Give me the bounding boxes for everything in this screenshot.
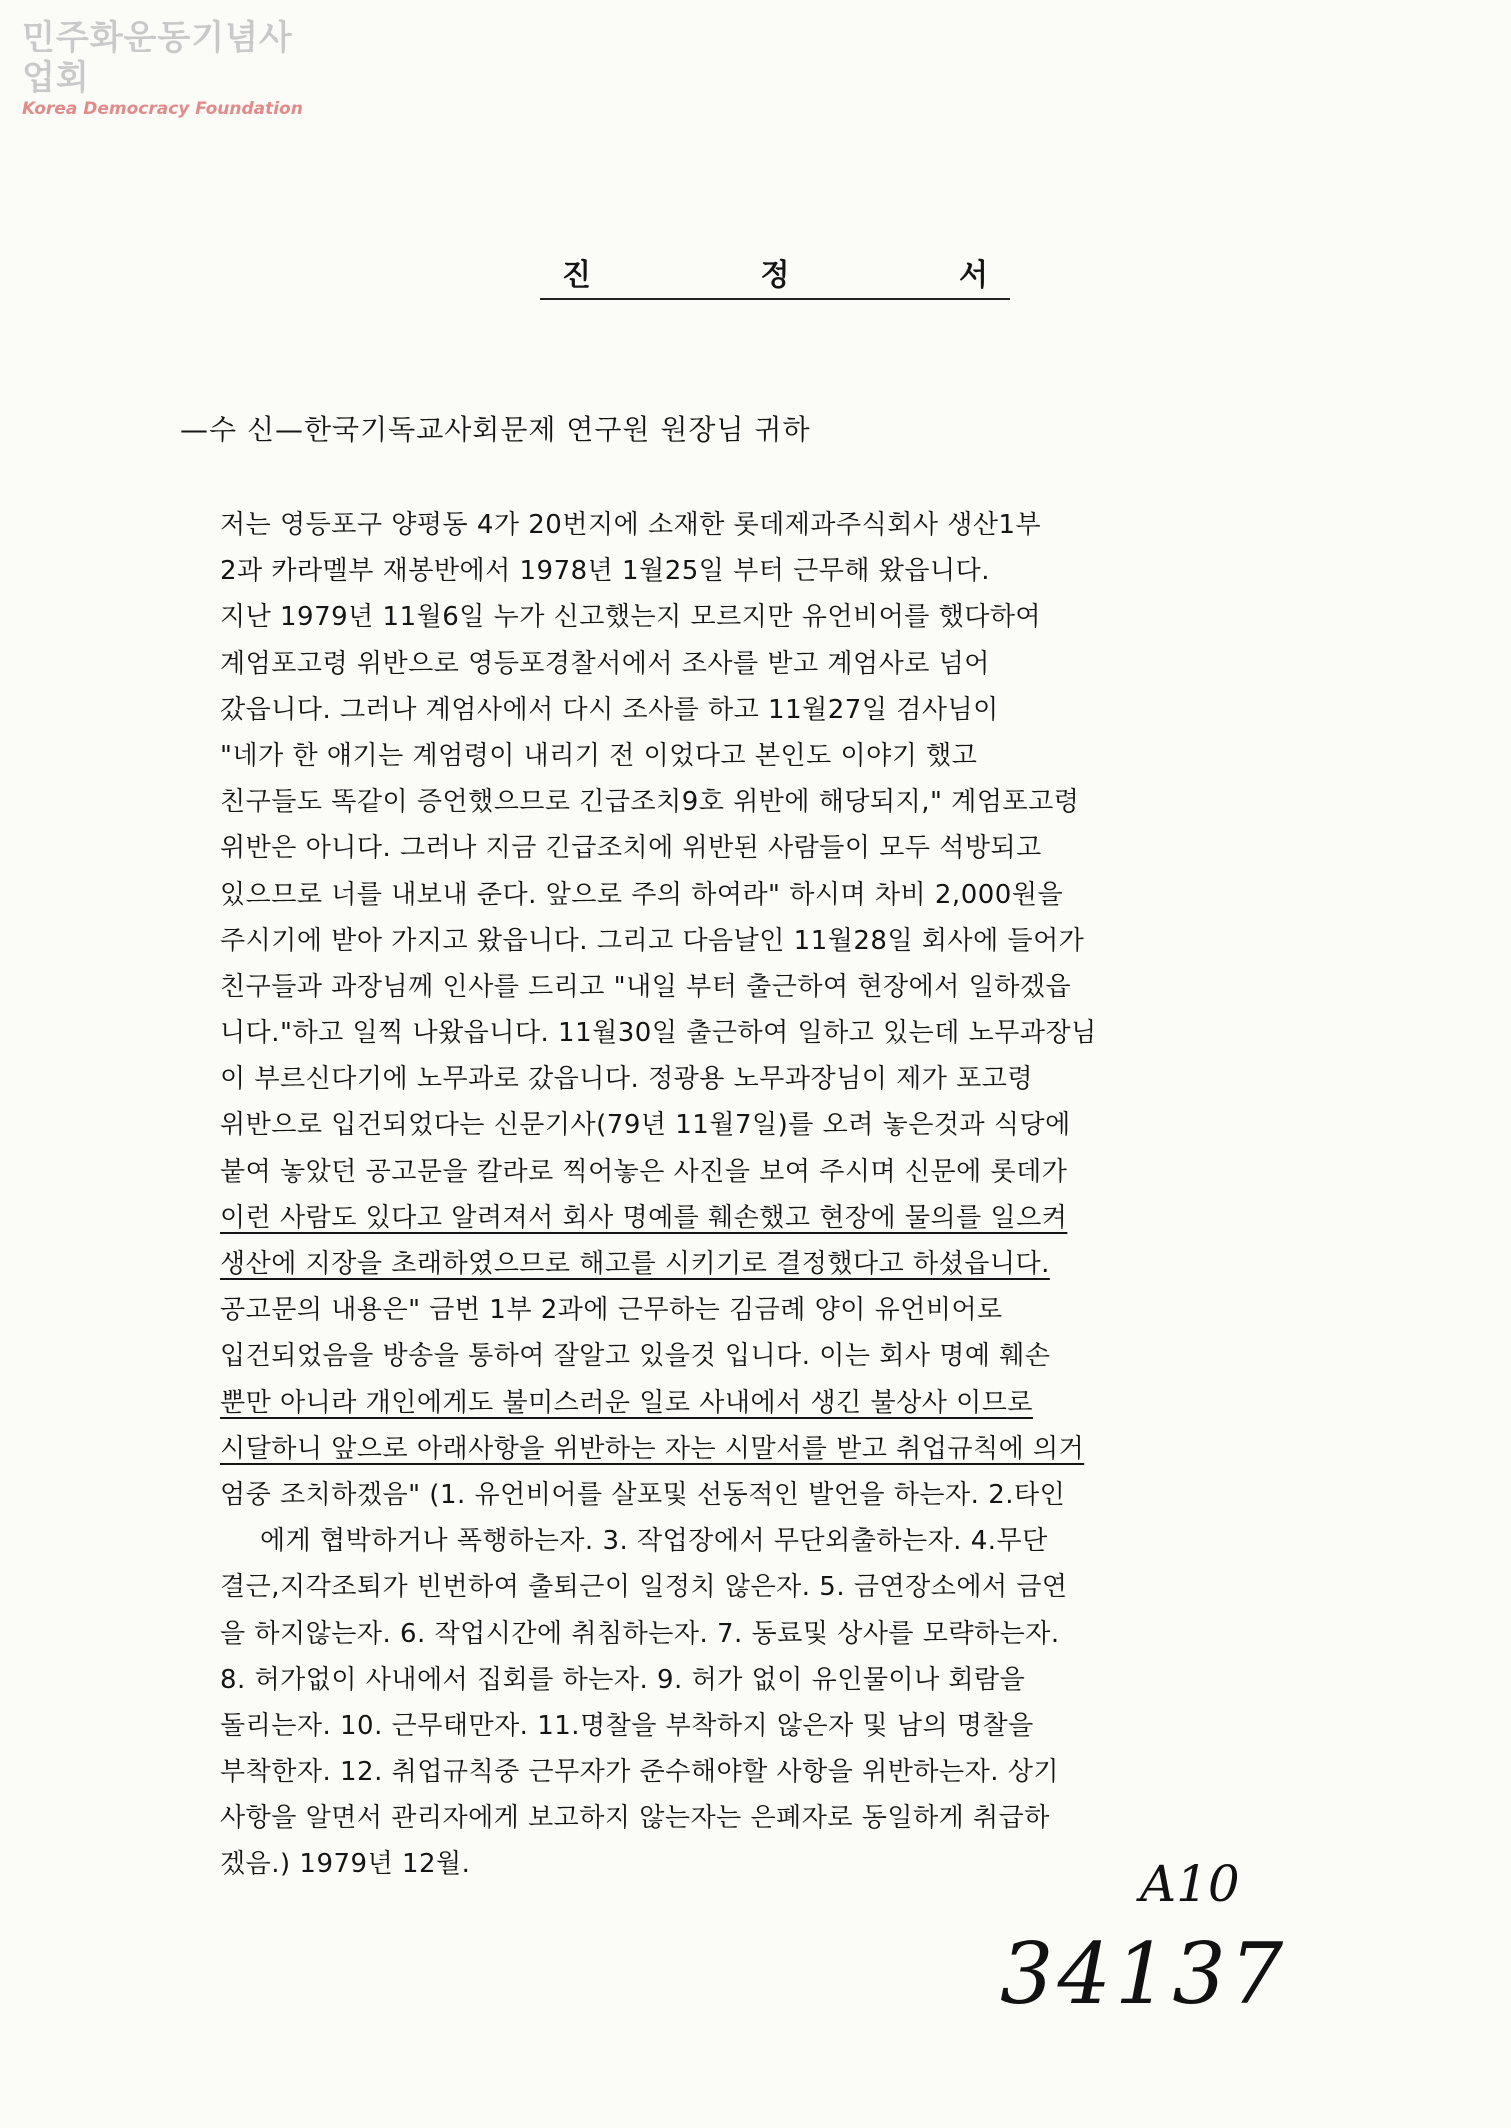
handwritten-annotation-small: A10 — [1140, 1855, 1240, 1913]
body-line: 위반은 아니다. 그러나 지금 긴급조치에 위반된 사람들이 모두 석방되고 — [220, 833, 1042, 864]
body-line-underlined: 이런 사람도 있다고 알려져서 회사 명예를 훼손했고 현장에 물의를 일으켜 — [220, 1202, 1068, 1233]
body-line: 겠음.) 1979년 12월. — [220, 1849, 471, 1880]
recipient-line: —수 신—한국기독교사회문제 연구원 원장님 귀하 — [180, 413, 811, 446]
document-body — [220, 502, 1390, 1888]
watermark-english: Korea Democracy Foundation — [22, 99, 303, 119]
body-line: 갔읍니다. 그러나 계엄사에서 다시 조사를 하고 11월27일 검사님이 — [220, 694, 999, 725]
body-line: 사항을 알면서 관리자에게 보고하지 않는자는 은폐자로 동일하게 취급하 — [220, 1803, 1050, 1834]
body-line: 지난 1979년 11월6일 누가 신고했는지 모르지만 유언비어를 했다하여 — [220, 602, 1042, 633]
body-line: "네가 한 얘기는 계엄령이 내리기 전 이었다고 본인도 이야기 했고 — [220, 740, 978, 771]
handwritten-archive-number: 34137 — [1000, 1925, 1288, 2023]
body-line: 돌리는자. 10. 근무태만자. 11.명찰을 부착하지 않은자 및 남의 명찰을 — [220, 1710, 1034, 1741]
body-line-underlined: 생산에 지장을 초래하였으므로 해고를 시키기로 결정했다고 하셨읍니다. — [220, 1249, 1050, 1279]
title-char: 진 — [562, 258, 591, 293]
body-line: 부착한자. 12. 취업규칙중 근무자가 준수해야할 사항을 위반하는자. 상기 — [220, 1757, 1059, 1788]
body-line: 결근,지각조퇴가 빈번하여 출퇴근이 일정치 않은자. 5. 금연장소에서 금연 — [220, 1572, 1068, 1603]
body-line: 저는 영등포구 양평동 4가 20번지에 소재한 롯데제과주식회사 생산1부 — [220, 510, 1042, 540]
body-line-underlined: 뿐만 아니라 개인에게도 불미스러운 일로 사내에서 생긴 불상사 이므로 — [220, 1387, 1033, 1418]
body-line: 붙여 놓았던 공고문을 칼라로 찍어놓은 사진을 보여 주시며 신문에 롯데가 — [220, 1156, 1068, 1187]
body-line: 친구들과 과장님께 인사를 드리고 "내일 부터 출근하여 현장에서 일하겠읍 — [220, 971, 1072, 1002]
body-line: 친구들도 똑같이 증언했으므로 긴급조치9호 위반에 해당되지," 계엄포고령 — [220, 787, 1080, 818]
body-line: 입건되었음을 방송을 통하여 잘알고 있을것 입니다. 이는 회사 명예 훼손 — [220, 1341, 1051, 1372]
body-line: 을 하지않는자. 6. 작업시간에 취침하는자. 7. 동료및 상사를 모략하는자. — [220, 1618, 1060, 1649]
watermark-logo — [22, 18, 322, 120]
body-line: 엄중 조치하겠음" (1. 유언비어를 살포및 선동적인 발언을 하는자. 2.타인 — [220, 1479, 1066, 1510]
body-line: 주시기에 받아 가지고 왔읍니다. 그리고 다음날인 11월28일 회사에 들어가 — [220, 925, 1085, 956]
watermark-korean: 민주화운동기념사업회 — [22, 18, 293, 98]
body-line: 있으므로 너를 내보내 준다. 앞으로 주의 하여라" 하시며 차비 2,000원을 — [220, 879, 1064, 910]
body-line-underlined: 시달하니 앞으로 아래사항을 위반하는 자는 시말서를 받고 취업규칙에 의거 — [220, 1433, 1085, 1464]
body-line: 에게 협박하거나 폭행하는자. 3. 작업장에서 무단외출하는자. 4.무단 — [260, 1526, 1048, 1557]
document-title — [540, 250, 1010, 300]
body-line: 2과 카라멜부 재봉반에서 1978년 1월25일 부터 근무해 왔읍니다. — [220, 556, 991, 587]
body-line: 위반으로 입건되었다는 신문기사(79년 11월7일)를 오려 놓은것과 식당에 — [220, 1110, 1071, 1141]
title-char: 서 — [959, 258, 988, 293]
body-line: 8. 허가없이 사내에서 집회를 하는자. 9. 허가 없이 유인물이나 회람을 — [220, 1664, 1026, 1695]
body-line: 니다."하고 일찍 나왔읍니다. 11월30일 출근하여 일하고 있는데 노무과장님 — [220, 1018, 1097, 1049]
title-char: 정 — [760, 258, 790, 293]
body-line: 이 부르신다기에 노무과로 갔읍니다. 정광용 노무과장님이 제가 포고령 — [220, 1064, 1033, 1095]
body-line: 공고문의 내용은" 금번 1부 2과에 근무하는 김금례 양이 유언비어로 — [220, 1295, 1003, 1326]
body-line: 계엄포고령 위반으로 영등포경찰서에서 조사를 받고 계엄사로 넘어 — [220, 648, 990, 679]
